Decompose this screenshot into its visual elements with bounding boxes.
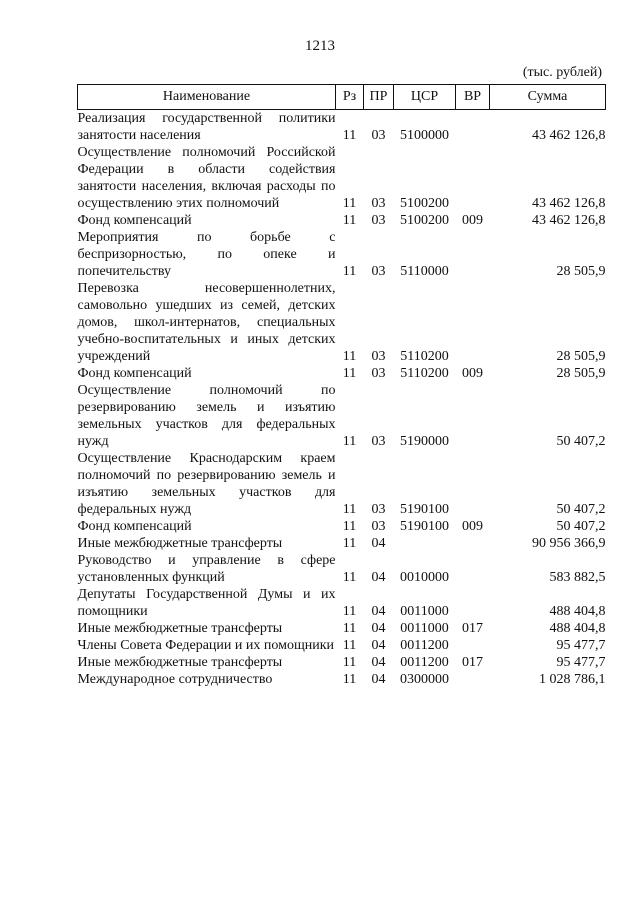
table-row [78,552,606,586]
cell-csr: 0011200 [400,638,449,653]
cell-vr [456,144,490,212]
cell-vr: 009 [462,213,483,228]
cell-sum: 43 462 126,8 [532,196,606,211]
table-row [78,365,606,382]
table-row [78,654,606,671]
cell-pr: 04 [371,570,386,585]
table-row [78,144,606,212]
cell-vr: 009 [462,519,483,534]
cell-pr: 03 [371,502,386,517]
cell-rz: 11 [342,196,357,211]
cell-pr: 04 [371,536,386,551]
cell-pr: 04 [371,672,386,687]
table-body [78,110,606,689]
cell-vr [456,671,490,688]
cell-pr: 04 [371,604,386,619]
cell-rz: 11 [342,502,357,517]
table-row [78,671,606,688]
cell-rz: 11 [342,128,357,143]
cell-name: Осуществление Краснодарским краем полномочий по резервированию земель и изъятию земельных участков для федеральных нужд [77,451,336,517]
cell-name: Перевозка несовершеннолетних, самовольно ушедших из семей, детских домов, школ-интернатов, специальных учебно-воспитательных и иных детских учреждений [77,281,336,364]
budget-table [77,84,606,688]
cell-rz: 11 [342,621,357,636]
cell-vr [456,637,490,654]
cell-name: Фонд компенсаций [77,213,192,228]
cell-pr: 03 [371,213,386,228]
cell-name: Иные межбюджетные трансферты [77,536,283,551]
cell-csr: 0011000 [400,621,449,636]
table-row [78,280,606,365]
cell-pr: 03 [371,264,386,279]
cell-csr: 0300000 [400,672,449,687]
cell-vr [456,110,490,145]
cell-vr [456,535,490,552]
cell-vr [456,450,490,518]
cell-csr: 0011000 [400,604,449,619]
cell-csr: 0011200 [400,655,449,670]
cell-rz: 11 [342,536,357,551]
cell-pr: 03 [371,128,386,143]
table-row [78,637,606,654]
cell-vr: 017 [462,621,483,636]
cell-pr: 04 [371,621,386,636]
cell-name: Реализация государственной политики занятости населения [77,111,336,143]
header-sum: Сумма [490,85,606,110]
cell-pr: 03 [371,196,386,211]
cell-rz: 11 [342,655,357,670]
cell-pr: 04 [371,638,386,653]
cell-name: Мероприятия по борьбе с беспризорностью, по опеке и попечительству [77,230,336,279]
cell-vr [456,229,490,280]
cell-name: Депутаты Государственной Думы и их помощники [77,587,336,619]
cell-csr: 5190100 [400,519,449,534]
units-label: (тыс. рублей) [522,65,602,80]
cell-name: Фонд компенсаций [77,366,192,381]
table-row [78,382,606,450]
header-csr: ЦСР [394,85,456,110]
cell-vr: 017 [462,655,483,670]
cell-rz: 11 [342,213,357,228]
cell-rz: 11 [342,604,357,619]
cell-sum: 28 505,9 [556,349,606,364]
cell-name: Руководство и управление в сфере установленных функций [77,553,336,585]
cell-name: Иные межбюджетные трансферты [77,621,283,636]
cell-pr: 03 [371,366,386,381]
cell-sum: 50 407,2 [556,519,606,534]
header-name: Наименование [78,85,336,110]
cell-csr: 5100200 [400,213,449,228]
cell-rz: 11 [342,570,357,585]
cell-sum: 488 404,8 [549,621,606,636]
table-row [78,229,606,280]
cell-vr [456,280,490,365]
cell-sum: 28 505,9 [556,264,606,279]
cell-rz: 11 [342,434,357,449]
cell-vr: 009 [462,366,483,381]
cell-name: Иные межбюджетные трансферты [77,655,283,670]
table-row [78,212,606,229]
cell-rz: 11 [342,672,357,687]
table-row [78,450,606,518]
cell-csr: 5110000 [400,264,449,279]
cell-rz: 11 [342,264,357,279]
cell-rz: 11 [342,519,357,534]
cell-csr: 5190000 [400,434,449,449]
cell-csr: 5190100 [400,502,449,517]
cell-vr [456,382,490,450]
cell-name: Осуществление полномочий по резервированию земель и изъятию земельных участков для федеральных нужд [77,383,336,449]
header-vr: ВР [456,85,490,110]
cell-csr: 5100200 [400,196,449,211]
cell-pr: 03 [371,434,386,449]
cell-sum: 1 028 786,1 [539,672,606,687]
cell-csr: 0010000 [400,570,449,585]
cell-sum: 95 477,7 [556,638,606,653]
cell-sum: 583 882,5 [549,570,606,585]
cell-vr [456,586,490,620]
cell-rz: 11 [342,349,357,364]
cell-sum: 90 956 366,9 [532,536,606,551]
cell-sum: 50 407,2 [556,502,606,517]
header-pr: ПР [364,85,394,110]
cell-sum: 43 462 126,8 [532,128,606,143]
table-row [78,586,606,620]
cell-sum: 43 462 126,8 [532,213,606,228]
cell-rz: 11 [342,638,357,653]
cell-vr [456,552,490,586]
cell-rz: 11 [342,366,357,381]
table-row [78,518,606,535]
table-row [78,535,606,552]
cell-name: Фонд компенсаций [77,519,192,534]
cell-csr [394,535,456,552]
cell-pr: 04 [371,655,386,670]
cell-csr: 5100000 [400,128,449,143]
cell-csr: 5110200 [400,349,449,364]
cell-name: Международное сотрудничество [77,672,273,687]
table-row [78,620,606,637]
table-header [78,85,606,110]
cell-sum: 95 477,7 [556,655,606,670]
cell-sum: 488 404,8 [549,604,606,619]
cell-name: Осуществление полномочий Российской Федерации в области содействия занятости населения, включая расходы по осуществлению этих полномочий [77,145,336,211]
cell-csr: 5110200 [400,366,449,381]
cell-pr: 03 [371,519,386,534]
cell-name: Члены Совета Федерации и их помощники [77,638,335,653]
page-number: 1213 [305,38,335,54]
cell-pr: 03 [371,349,386,364]
table-row [78,110,606,145]
cell-sum: 50 407,2 [556,434,606,449]
cell-sum: 28 505,9 [556,366,606,381]
header-rz: Рз [336,85,364,110]
